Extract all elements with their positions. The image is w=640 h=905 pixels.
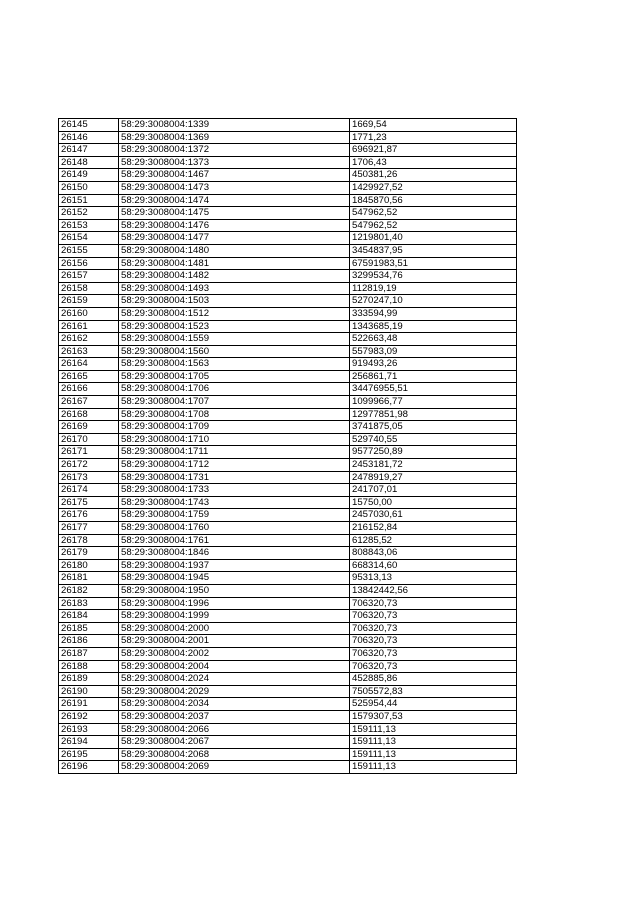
cadastral-number-cell: 58:29:3008004:1759 bbox=[119, 509, 350, 522]
row-number-cell: 26153 bbox=[59, 219, 119, 232]
row-number-cell: 26158 bbox=[59, 282, 119, 295]
table-row bbox=[59, 647, 517, 660]
cadastral-number-cell: 58:29:3008004:1523 bbox=[119, 320, 350, 333]
table-row bbox=[59, 270, 517, 283]
row-number-cell: 26183 bbox=[59, 597, 119, 610]
table-row bbox=[59, 396, 517, 409]
table-row bbox=[59, 610, 517, 623]
row-number-cell: 26185 bbox=[59, 622, 119, 635]
table-row bbox=[59, 370, 517, 383]
cadastral-value-cell: 12977851,98 bbox=[350, 408, 517, 421]
cadastral-number-cell: 58:29:3008004:1372 bbox=[119, 144, 350, 157]
row-number-cell: 26189 bbox=[59, 673, 119, 686]
cadastral-number-cell: 58:29:3008004:2001 bbox=[119, 635, 350, 648]
cadastral-number-cell: 58:29:3008004:1493 bbox=[119, 282, 350, 295]
row-number-cell: 26162 bbox=[59, 333, 119, 346]
table-row bbox=[59, 257, 517, 270]
cadastral-value-cell: 450381,26 bbox=[350, 169, 517, 182]
table-row bbox=[59, 471, 517, 484]
table-row bbox=[59, 194, 517, 207]
table-row bbox=[59, 383, 517, 396]
cadastral-number-cell: 58:29:3008004:1480 bbox=[119, 244, 350, 257]
row-number-cell: 26195 bbox=[59, 748, 119, 761]
row-number-cell: 26151 bbox=[59, 194, 119, 207]
table-row bbox=[59, 547, 517, 560]
table-row bbox=[59, 522, 517, 535]
cadastral-number-cell: 58:29:3008004:1711 bbox=[119, 446, 350, 459]
table-row bbox=[59, 572, 517, 585]
cadastral-value-cell: 13842442,56 bbox=[350, 584, 517, 597]
cadastral-number-cell: 58:29:3008004:1475 bbox=[119, 207, 350, 220]
table-row bbox=[59, 232, 517, 245]
cadastral-value-cell: 159111,13 bbox=[350, 761, 517, 774]
row-number-cell: 26154 bbox=[59, 232, 119, 245]
table-row bbox=[59, 156, 517, 169]
cadastral-value-cell: 112819,19 bbox=[350, 282, 517, 295]
cadastral-number-cell: 58:29:3008004:1761 bbox=[119, 534, 350, 547]
row-number-cell: 26176 bbox=[59, 509, 119, 522]
row-number-cell: 26187 bbox=[59, 647, 119, 660]
row-number-cell: 26192 bbox=[59, 710, 119, 723]
table-row bbox=[59, 597, 517, 610]
cadastral-value-cell: 1771,23 bbox=[350, 131, 517, 144]
table-row bbox=[59, 282, 517, 295]
row-number-cell: 26146 bbox=[59, 131, 119, 144]
table-row bbox=[59, 496, 517, 509]
cadastral-number-cell: 58:29:3008004:1733 bbox=[119, 484, 350, 497]
cadastral-value-cell: 7505572,83 bbox=[350, 685, 517, 698]
row-number-cell: 26184 bbox=[59, 610, 119, 623]
row-number-cell: 26164 bbox=[59, 358, 119, 371]
table-row bbox=[59, 333, 517, 346]
cadastral-number-cell: 58:29:3008004:1706 bbox=[119, 383, 350, 396]
table-row bbox=[59, 408, 517, 421]
cadastral-number-cell: 58:29:3008004:1712 bbox=[119, 459, 350, 472]
cadastral-number-cell: 58:29:3008004:1560 bbox=[119, 345, 350, 358]
table-row bbox=[59, 295, 517, 308]
cadastral-value-cell: 1669,54 bbox=[350, 119, 517, 132]
table-row bbox=[59, 660, 517, 673]
cadastral-value-cell: 919493,26 bbox=[350, 358, 517, 371]
cadastral-number-cell: 58:29:3008004:1559 bbox=[119, 333, 350, 346]
cadastral-value-cell: 547962,52 bbox=[350, 219, 517, 232]
row-number-cell: 26194 bbox=[59, 736, 119, 749]
row-number-cell: 26170 bbox=[59, 433, 119, 446]
cadastral-value-cell: 547962,52 bbox=[350, 207, 517, 220]
cadastral-number-cell: 58:29:3008004:1709 bbox=[119, 421, 350, 434]
table-row bbox=[59, 710, 517, 723]
cadastral-number-cell: 58:29:3008004:1743 bbox=[119, 496, 350, 509]
table-row bbox=[59, 748, 517, 761]
table-row bbox=[59, 673, 517, 686]
table-row bbox=[59, 534, 517, 547]
cadastral-value-cell: 67591983,51 bbox=[350, 257, 517, 270]
cadastral-number-cell: 58:29:3008004:1373 bbox=[119, 156, 350, 169]
table-row bbox=[59, 622, 517, 635]
table-body bbox=[59, 119, 517, 774]
cadastral-number-cell: 58:29:3008004:2037 bbox=[119, 710, 350, 723]
table-row bbox=[59, 421, 517, 434]
table-row bbox=[59, 345, 517, 358]
cadastral-number-cell: 58:29:3008004:1512 bbox=[119, 307, 350, 320]
cadastral-value-cell: 5270247,10 bbox=[350, 295, 517, 308]
cadastral-value-cell: 1429927,52 bbox=[350, 181, 517, 194]
table-row bbox=[59, 459, 517, 472]
row-number-cell: 26169 bbox=[59, 421, 119, 434]
cadastral-value-cell: 706320,73 bbox=[350, 660, 517, 673]
row-number-cell: 26171 bbox=[59, 446, 119, 459]
cadastral-number-cell: 58:29:3008004:1945 bbox=[119, 572, 350, 585]
table-row bbox=[59, 244, 517, 257]
cadastral-value-cell: 1706,43 bbox=[350, 156, 517, 169]
cadastral-number-cell: 58:29:3008004:1563 bbox=[119, 358, 350, 371]
cadastral-value-cell: 696921,87 bbox=[350, 144, 517, 157]
cadastral-number-cell: 58:29:3008004:1473 bbox=[119, 181, 350, 194]
table-row bbox=[59, 181, 517, 194]
table-row bbox=[59, 131, 517, 144]
row-number-cell: 26150 bbox=[59, 181, 119, 194]
cadastral-number-cell: 58:29:3008004:1477 bbox=[119, 232, 350, 245]
cadastral-value-cell: 256861,71 bbox=[350, 370, 517, 383]
cadastral-value-cell: 706320,73 bbox=[350, 622, 517, 635]
cadastral-number-cell: 58:29:3008004:1481 bbox=[119, 257, 350, 270]
cadastral-value-cell: 95313,13 bbox=[350, 572, 517, 585]
row-number-cell: 26152 bbox=[59, 207, 119, 220]
cadastral-value-cell: 1343685,19 bbox=[350, 320, 517, 333]
row-number-cell: 26145 bbox=[59, 119, 119, 132]
row-number-cell: 26148 bbox=[59, 156, 119, 169]
cadastral-number-cell: 58:29:3008004:1369 bbox=[119, 131, 350, 144]
cadastral-number-cell: 58:29:3008004:1996 bbox=[119, 597, 350, 610]
cadastral-number-cell: 58:29:3008004:1705 bbox=[119, 370, 350, 383]
cadastral-number-cell: 58:29:3008004:2029 bbox=[119, 685, 350, 698]
cadastral-number-cell: 58:29:3008004:1710 bbox=[119, 433, 350, 446]
row-number-cell: 26167 bbox=[59, 396, 119, 409]
row-number-cell: 26173 bbox=[59, 471, 119, 484]
table-row bbox=[59, 119, 517, 132]
cadastral-value-cell: 529740,55 bbox=[350, 433, 517, 446]
table-row bbox=[59, 685, 517, 698]
cadastral-value-cell: 61285,52 bbox=[350, 534, 517, 547]
row-number-cell: 26175 bbox=[59, 496, 119, 509]
cadastral-value-cell: 706320,73 bbox=[350, 597, 517, 610]
cadastral-number-cell: 58:29:3008004:1503 bbox=[119, 295, 350, 308]
row-number-cell: 26155 bbox=[59, 244, 119, 257]
row-number-cell: 26168 bbox=[59, 408, 119, 421]
table-row bbox=[59, 169, 517, 182]
row-number-cell: 26179 bbox=[59, 547, 119, 560]
row-number-cell: 26159 bbox=[59, 295, 119, 308]
table-row bbox=[59, 635, 517, 648]
cadastral-number-cell: 58:29:3008004:2024 bbox=[119, 673, 350, 686]
cadastral-value-cell: 706320,73 bbox=[350, 647, 517, 660]
cadastral-number-cell: 58:29:3008004:1476 bbox=[119, 219, 350, 232]
row-number-cell: 26188 bbox=[59, 660, 119, 673]
cadastral-value-cell: 159111,13 bbox=[350, 748, 517, 761]
row-number-cell: 26182 bbox=[59, 584, 119, 597]
table-row bbox=[59, 723, 517, 736]
cadastral-number-cell: 58:29:3008004:2034 bbox=[119, 698, 350, 711]
table-row bbox=[59, 307, 517, 320]
cadastral-number-cell: 58:29:3008004:2002 bbox=[119, 647, 350, 660]
table-row bbox=[59, 509, 517, 522]
cadastral-number-cell: 58:29:3008004:2069 bbox=[119, 761, 350, 774]
row-number-cell: 26191 bbox=[59, 698, 119, 711]
row-number-cell: 26174 bbox=[59, 484, 119, 497]
cadastral-value-cell: 452885,86 bbox=[350, 673, 517, 686]
cadastral-number-cell: 58:29:3008004:1339 bbox=[119, 119, 350, 132]
table-row bbox=[59, 207, 517, 220]
cadastral-value-cell: 3454837,95 bbox=[350, 244, 517, 257]
cadastral-number-cell: 58:29:3008004:2067 bbox=[119, 736, 350, 749]
cadastral-value-cell: 525954,44 bbox=[350, 698, 517, 711]
table-row bbox=[59, 761, 517, 774]
row-number-cell: 26181 bbox=[59, 572, 119, 585]
cadastral-value-cell: 241707,01 bbox=[350, 484, 517, 497]
cadastral-number-cell: 58:29:3008004:1482 bbox=[119, 270, 350, 283]
cadastral-value-cell: 333594,99 bbox=[350, 307, 517, 320]
cadastral-value-cell: 808843,06 bbox=[350, 547, 517, 560]
table-row bbox=[59, 320, 517, 333]
cadastral-value-cell: 2453181,72 bbox=[350, 459, 517, 472]
cadastral-number-cell: 58:29:3008004:1999 bbox=[119, 610, 350, 623]
row-number-cell: 26163 bbox=[59, 345, 119, 358]
cadastral-value-cell: 159111,13 bbox=[350, 723, 517, 736]
cadastral-value-cell: 557983,09 bbox=[350, 345, 517, 358]
cadastral-value-cell: 2457030,61 bbox=[350, 509, 517, 522]
row-number-cell: 26156 bbox=[59, 257, 119, 270]
cadastral-number-cell: 58:29:3008004:2000 bbox=[119, 622, 350, 635]
cadastral-number-cell: 58:29:3008004:1846 bbox=[119, 547, 350, 560]
cadastral-value-cell: 9577250,89 bbox=[350, 446, 517, 459]
cadastral-value-cell: 522663,48 bbox=[350, 333, 517, 346]
cadastral-value-cell: 668314,60 bbox=[350, 559, 517, 572]
row-number-cell: 26193 bbox=[59, 723, 119, 736]
cadastral-value-cell: 34476955,51 bbox=[350, 383, 517, 396]
row-number-cell: 26147 bbox=[59, 144, 119, 157]
row-number-cell: 26177 bbox=[59, 522, 119, 535]
table-row bbox=[59, 144, 517, 157]
cadastral-number-cell: 58:29:3008004:1708 bbox=[119, 408, 350, 421]
table-row bbox=[59, 219, 517, 232]
cadastral-value-cell: 1099966,77 bbox=[350, 396, 517, 409]
cadastral-number-cell: 58:29:3008004:1760 bbox=[119, 522, 350, 535]
cadastral-value-cell: 1219801,40 bbox=[350, 232, 517, 245]
cadastral-number-cell: 58:29:3008004:1731 bbox=[119, 471, 350, 484]
row-number-cell: 26196 bbox=[59, 761, 119, 774]
row-number-cell: 26160 bbox=[59, 307, 119, 320]
cadastral-value-cell: 216152,84 bbox=[350, 522, 517, 535]
cadastral-value-cell: 3741875,05 bbox=[350, 421, 517, 434]
row-number-cell: 26165 bbox=[59, 370, 119, 383]
cadastral-value-cell: 1579307,53 bbox=[350, 710, 517, 723]
row-number-cell: 26186 bbox=[59, 635, 119, 648]
row-number-cell: 26149 bbox=[59, 169, 119, 182]
cadastral-value-cell: 706320,73 bbox=[350, 610, 517, 623]
cadastral-number-cell: 58:29:3008004:1937 bbox=[119, 559, 350, 572]
row-number-cell: 26190 bbox=[59, 685, 119, 698]
table-row bbox=[59, 484, 517, 497]
cadastral-number-cell: 58:29:3008004:1474 bbox=[119, 194, 350, 207]
cadastral-number-cell: 58:29:3008004:2004 bbox=[119, 660, 350, 673]
row-number-cell: 26180 bbox=[59, 559, 119, 572]
cadastral-value-cell: 159111,13 bbox=[350, 736, 517, 749]
table-row bbox=[59, 559, 517, 572]
cadastral-value-cell: 706320,73 bbox=[350, 635, 517, 648]
cadastral-number-cell: 58:29:3008004:1467 bbox=[119, 169, 350, 182]
row-number-cell: 26172 bbox=[59, 459, 119, 472]
cadastral-value-cell: 3299534,76 bbox=[350, 270, 517, 283]
cadastral-value-cell: 15750,00 bbox=[350, 496, 517, 509]
table-row bbox=[59, 446, 517, 459]
table-row bbox=[59, 358, 517, 371]
table-row bbox=[59, 584, 517, 597]
table-row bbox=[59, 433, 517, 446]
table-row bbox=[59, 698, 517, 711]
cadastral-number-cell: 58:29:3008004:1707 bbox=[119, 396, 350, 409]
row-number-cell: 26178 bbox=[59, 534, 119, 547]
row-number-cell: 26161 bbox=[59, 320, 119, 333]
cadastral-number-cell: 58:29:3008004:2066 bbox=[119, 723, 350, 736]
cadastral-value-cell: 2478919,27 bbox=[350, 471, 517, 484]
row-number-cell: 26166 bbox=[59, 383, 119, 396]
cadastral-value-cell: 1845870,56 bbox=[350, 194, 517, 207]
table-row bbox=[59, 736, 517, 749]
cadastral-value-table bbox=[58, 118, 517, 774]
cadastral-number-cell: 58:29:3008004:2068 bbox=[119, 748, 350, 761]
cadastral-number-cell: 58:29:3008004:1950 bbox=[119, 584, 350, 597]
row-number-cell: 26157 bbox=[59, 270, 119, 283]
